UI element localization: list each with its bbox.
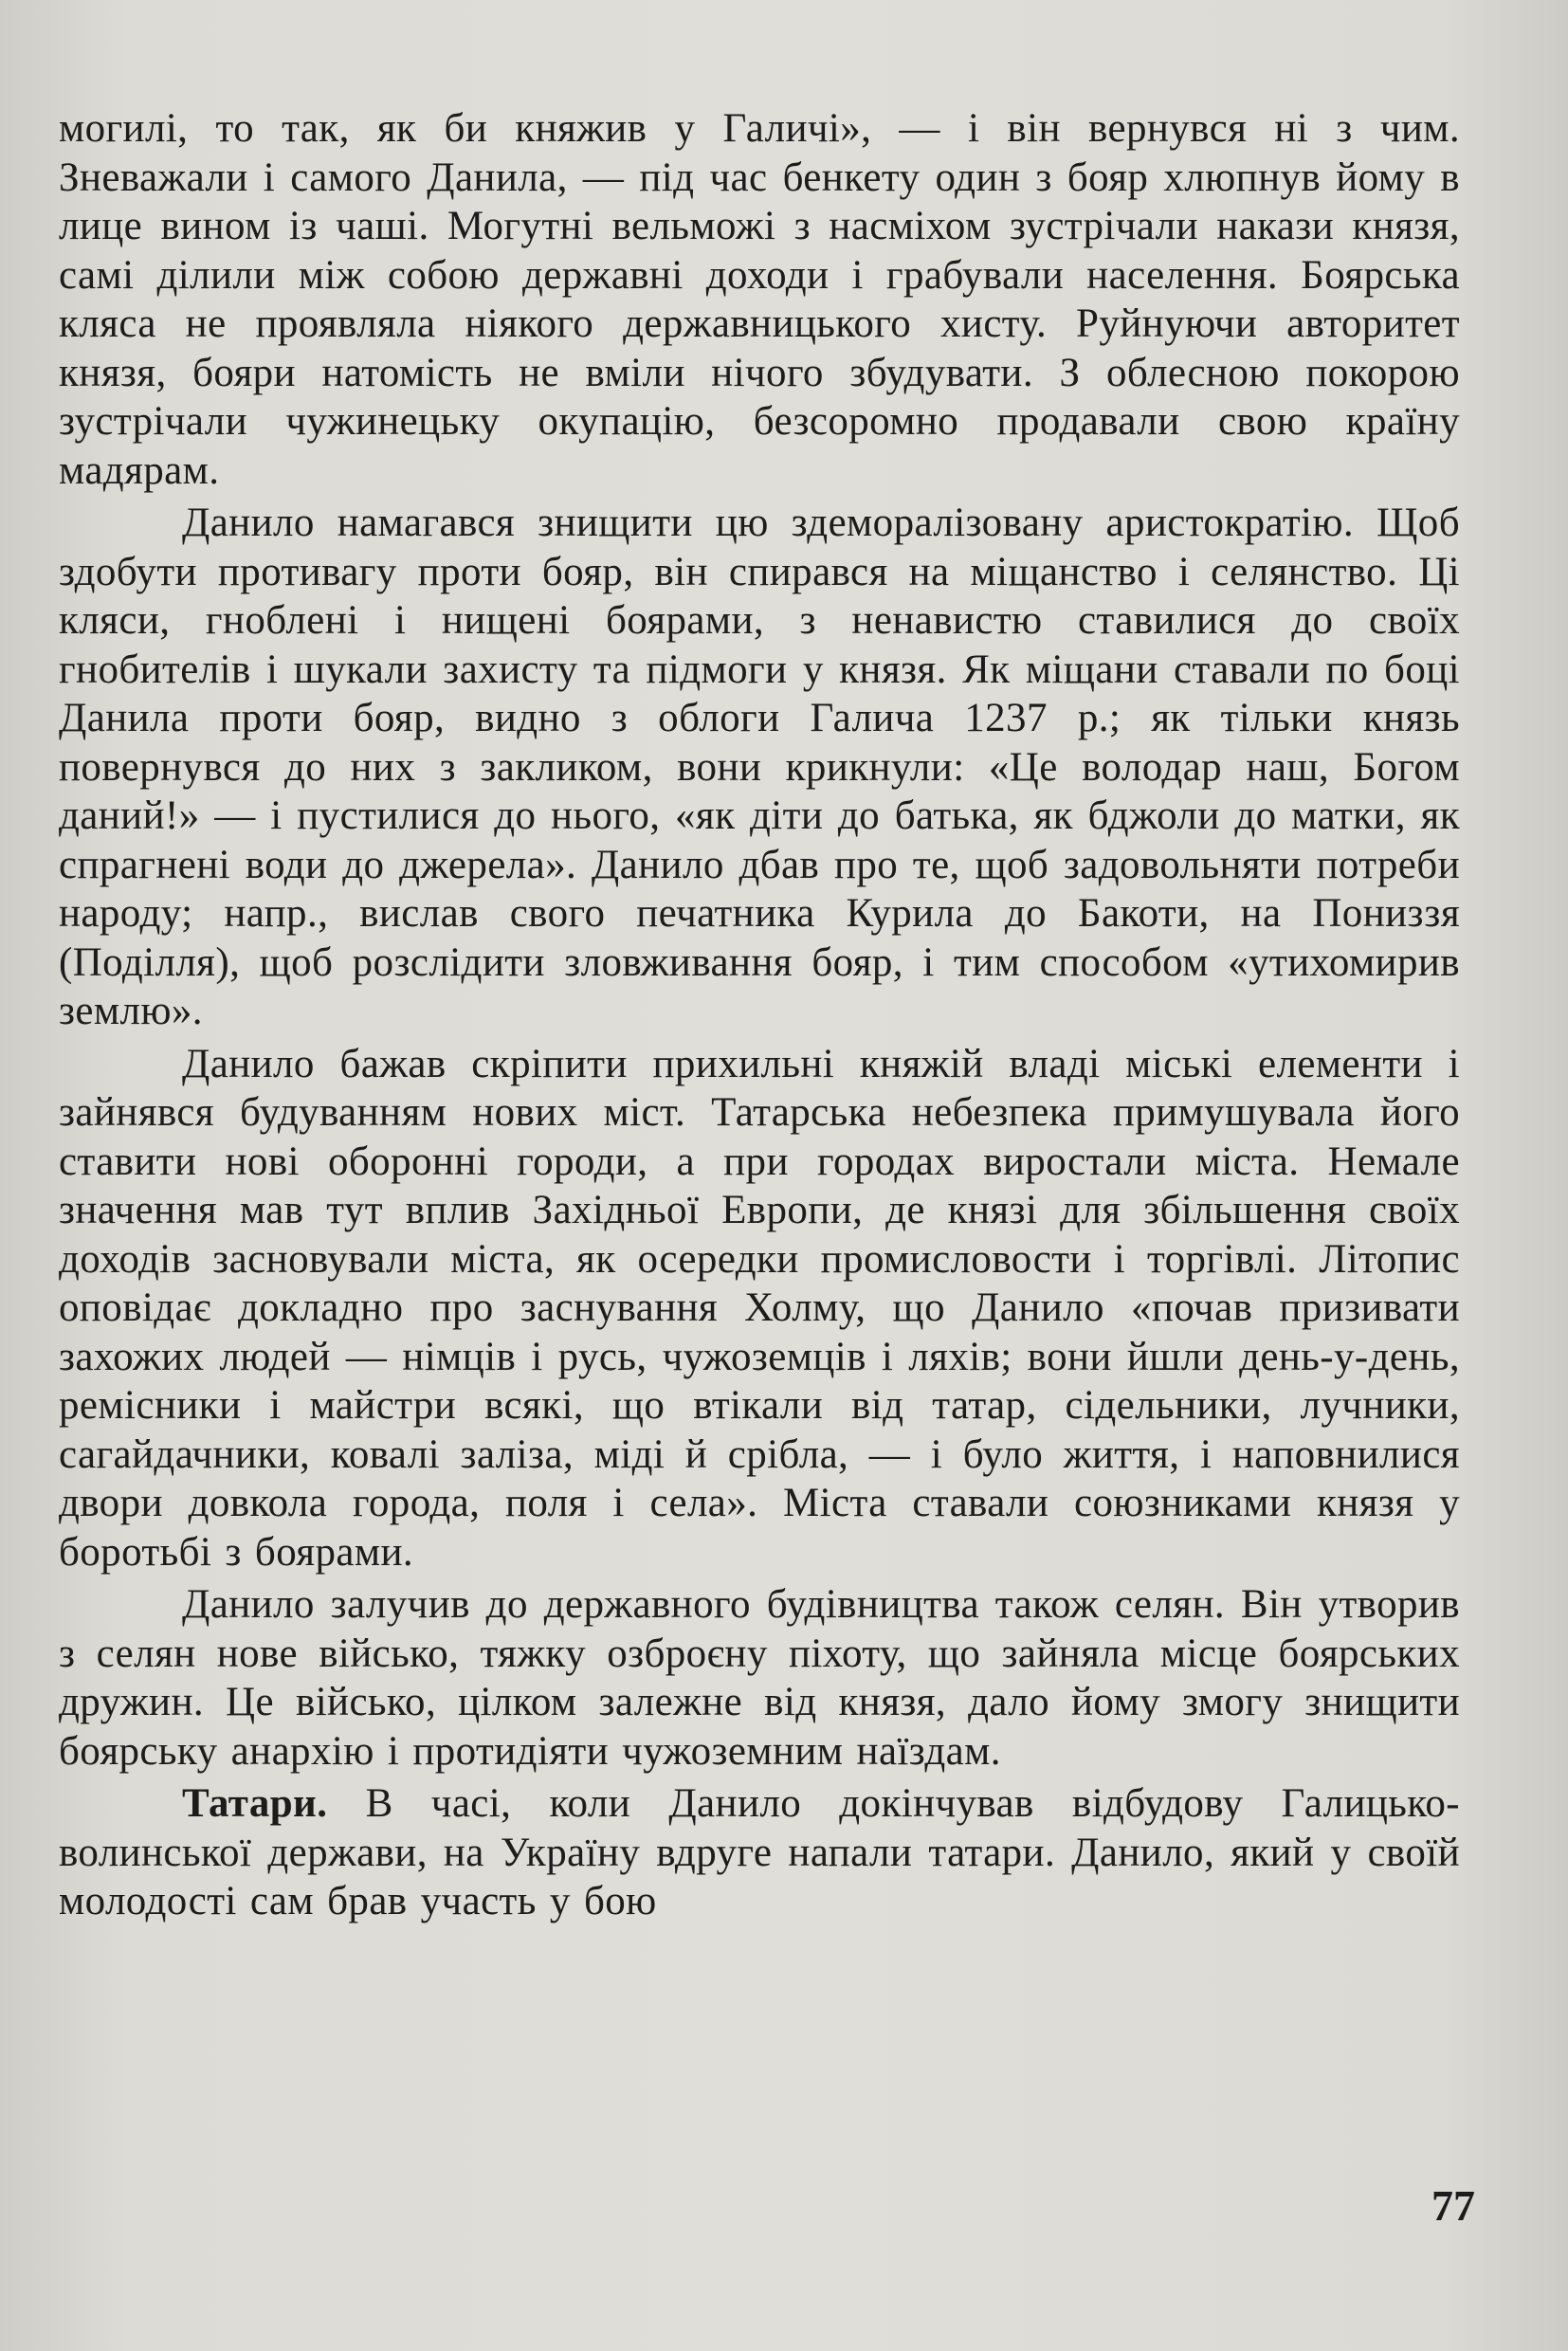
paragraph-5 (59, 1779, 1460, 1926)
paragraph-1 (59, 104, 1460, 495)
paragraph-5-text: В часі, коли Данило докінчував відбудову Галицько-волинської держави, на Україну вдруге напали татари. Данило, який у своїй молодості сам брав участь у бою (59, 1781, 1461, 1923)
page-number: 77 (1431, 2181, 1475, 2230)
paragraph-2-text: Данило намагався знищити цю здеморалізовану аристократію. Щоб здобути противагу проти бояр, він спирався на міщанство і селянство. Ці кляси, гноблені і нищені боярами, з ненавистю ставилися до своїх гнобителів і шукали захисту та підмоги у князя. Як міщани ставали по боці Данила проти бояр, видно з облоги Галича 1237 р.; як тільки князь повернувся до них з закликом, вони крикнули: «Це володар наш, Богом даний!» — і пустилися до нього, «як діти до батька, як бджоли до матки, як спрагнені води до джерела». Данило дбав про те, щоб задовольняти потреби народу; напр., вислав свого печатника Курила до Бакоти, на Пониззя (Поділля), щоб розслідити зловживання бояр, і тим способом «утихомирив землю». (59, 501, 1460, 1033)
body-text (59, 104, 1460, 1930)
paragraph-4 (59, 1580, 1460, 1776)
paragraph-1-text: могилі, то так, як би княжив у Галичі», — і він вернувся ні з чим. Зневажали і самого Данила, — під час бенкету один з бояр хлюпнув йому в лице вином із чаші. Могутні вельможі з насміхом зустрічали накази князя, самі ділили між собою державні доходи і грабували населення. Боярська кляса не проявляла ніякого державницького хисту. Руйнуючи авторитет князя, бояри натомість не вміли нічого збудувати. З облесною покорою зустрічали чужинецьку окупацію, безсоромно продавали свою країну мадярам. (59, 106, 1460, 493)
paragraph-4-text: Данило залучив до державного будівництва також селян. Він утворив з селян нове військо, тяжку озброєну піхоту, що зайняла місце боярських дружин. Це військо, цілком залежне від князя, дало йому змогу знищити боярську анархію і протидіяти чужоземним наїздам. (59, 1582, 1460, 1774)
paragraph-3-text: Данило бажав скріпити прихильні княжій владі міські елементи і зайнявся будуванням нових міст. Татарська небезпека примушувала його ставити нові оборонні городи, а при городах виростали міста. Немале значення мав тут вплив Західньої Европи, де князі для збільшення своїх доходів засновували міста, як осередки промисловости і торгівлі. Літопис оповідає докладно про заснування Холму, що Данило «почав призивати захожих людей — німців і русь, чужоземців і ляхів; вони йшли день-у-день, ремісники і майстри всякі, що втікали від татар, сідельники, лучники, сагайдачники, ковалі заліза, міді й срібла, — і було життя, і наповнилися двори довкола города, поля і села». Міста ставали союзниками князя у боротьбі з боярами. (59, 1041, 1460, 1575)
section-heading-tatary: Татари. (182, 1781, 328, 1826)
paragraph-3 (59, 1040, 1460, 1577)
paragraph-2 (59, 499, 1460, 1036)
